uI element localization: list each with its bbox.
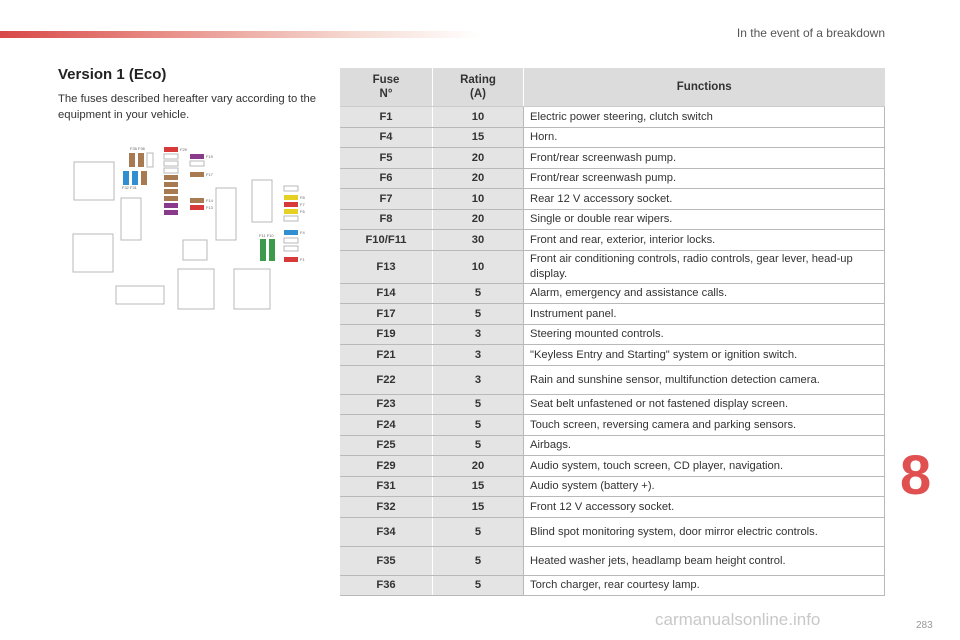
relay-outline — [252, 180, 272, 222]
fuse-number: F4 — [340, 127, 433, 148]
fuse-rating: 10 — [433, 189, 524, 210]
fuse-rating: 5 — [433, 394, 524, 415]
fuse-number: F17 — [340, 304, 433, 325]
fuse-label: F19 — [206, 154, 213, 159]
fuse-function: Rain and sunshine sensor, multifunction detection camera. — [524, 365, 885, 394]
table-row — [340, 283, 885, 304]
fuse-function: Horn. — [524, 127, 885, 148]
fuse-f8 — [284, 195, 298, 200]
table-row — [340, 394, 885, 415]
fuse-rating: 5 — [433, 304, 524, 325]
table-row — [340, 127, 885, 148]
fuse-number: F24 — [340, 415, 433, 436]
fuse-slot — [284, 186, 298, 191]
chapter-number: 8 — [900, 443, 932, 506]
fuse-number: F35 — [340, 546, 433, 575]
header-rating-unit: (A) — [470, 88, 486, 100]
relay-outline — [183, 240, 207, 260]
fuse-slot — [141, 171, 147, 185]
fuse-rating: 5 — [433, 546, 524, 575]
fuse-number: F21 — [340, 345, 433, 366]
fuse-rating: 5 — [433, 283, 524, 304]
fuse-function: Heated washer jets, headlamp beam height control. — [524, 546, 885, 575]
table-row — [340, 497, 885, 518]
header-fuse-label: Fuse — [372, 74, 400, 86]
fuse-label: F11 F10 — [259, 233, 274, 238]
fuse-f34 — [164, 189, 178, 194]
watermark: carmanualsonline.info — [655, 610, 821, 629]
table-row — [340, 189, 885, 210]
fuse-label: F35 F36 — [130, 146, 145, 151]
fuse-label: F13 — [206, 205, 213, 210]
fuse-number: F36 — [340, 575, 433, 596]
fuse-slot — [284, 238, 298, 243]
table-row — [340, 230, 885, 251]
fuse-rating: 15 — [433, 127, 524, 148]
fuse-f19 — [190, 154, 204, 159]
fuse-rating: 20 — [433, 148, 524, 169]
fuse-number: F14 — [340, 283, 433, 304]
table-row — [340, 575, 885, 596]
fuse-label: F32 F31 — [122, 185, 137, 190]
fuse-slot — [164, 161, 178, 166]
fuse-slot — [164, 175, 178, 180]
fuse-function: Front 12 V accessory socket. — [524, 497, 885, 518]
fuse-rating: 3 — [433, 324, 524, 345]
fuse-label: F6 — [300, 209, 305, 214]
table-row — [340, 435, 885, 456]
fuse-label: F29 — [180, 147, 187, 152]
fuse-number: F32 — [340, 497, 433, 518]
fuse-f36 — [138, 153, 144, 167]
page-number: 283 — [916, 620, 933, 631]
table-row — [340, 148, 885, 169]
fuse-f22 — [164, 203, 178, 208]
fuse-rating: 20 — [433, 168, 524, 189]
fuse-number: F22 — [340, 365, 433, 394]
fuse-number: F10/F11 — [340, 230, 433, 251]
table-row — [340, 365, 885, 394]
fuse-label: F8 — [300, 195, 305, 200]
header-accent-bar — [0, 31, 480, 38]
section-title: In the event of a breakdown — [736, 26, 885, 40]
fuse-f17 — [190, 172, 204, 177]
fuse-rating: 5 — [433, 415, 524, 436]
table-row — [340, 209, 885, 230]
fuse-function: Front/rear screenwash pump. — [524, 168, 885, 189]
fuse-number: F29 — [340, 456, 433, 477]
table-row — [340, 546, 885, 575]
fuse-f10 — [269, 239, 275, 261]
fuse-rating: 3 — [433, 345, 524, 366]
fuse-rating: 5 — [433, 517, 524, 546]
header-fuse-number — [340, 68, 433, 107]
table-row — [340, 517, 885, 546]
fuse-slot — [284, 216, 298, 221]
fuse-f11 — [260, 239, 266, 261]
fuse-slot — [164, 154, 178, 159]
fuse-label: F14 — [206, 198, 213, 203]
fuse-slot — [164, 168, 178, 173]
fuse-box-diagram — [68, 140, 330, 315]
fuse-function: Touch screen, reversing camera and parking sensors. — [524, 415, 885, 436]
table-row — [340, 456, 885, 477]
fuse-number: F19 — [340, 324, 433, 345]
relay-outline — [116, 286, 164, 304]
fuse-label: F1 — [300, 257, 305, 262]
table-row — [340, 324, 885, 345]
fuse-number: F7 — [340, 189, 433, 210]
fuse-function: Blind spot monitoring system, door mirror electric controls. — [524, 517, 885, 546]
fuse-number: F5 — [340, 148, 433, 169]
fuse-f4 — [284, 230, 298, 235]
table-row — [340, 304, 885, 325]
fuse-label: F4 — [300, 230, 305, 235]
fuse-function: Alarm, emergency and assistance calls. — [524, 283, 885, 304]
fuse-function: Rear 12 V accessory socket. — [524, 189, 885, 210]
fuse-table-header — [340, 68, 885, 107]
fuse-f35 — [129, 153, 135, 167]
header-rating — [433, 68, 524, 107]
fuse-slot — [190, 161, 204, 166]
fuse-rating: 15 — [433, 497, 524, 518]
fuse-f31 — [132, 171, 138, 185]
fuse-rating: 20 — [433, 209, 524, 230]
relay-outline — [178, 269, 214, 309]
fuse-number: F13 — [340, 250, 433, 283]
fuse-f6 — [284, 209, 298, 214]
fuse-f7 — [284, 202, 298, 207]
version-title: Version 1 (Eco) — [58, 66, 167, 83]
fuse-function: Single or double rear wipers. — [524, 209, 885, 230]
relay-outline — [121, 198, 141, 240]
header-rating-label: Rating — [460, 74, 496, 86]
fuse-rating: 10 — [433, 107, 524, 128]
fuse-function: Audio system, touch screen, CD player, navigation. — [524, 456, 885, 477]
fuse-f23 — [164, 196, 178, 201]
relay-outline — [234, 269, 270, 309]
fuse-number: F8 — [340, 209, 433, 230]
fuse-f25 — [164, 182, 178, 187]
fuse-function: Audio system (battery +). — [524, 476, 885, 497]
fuse-rating: 3 — [433, 365, 524, 394]
fuse-slot — [284, 246, 298, 251]
fuse-rating: 10 — [433, 250, 524, 283]
fuse-number: F23 — [340, 394, 433, 415]
relay-outline — [216, 188, 236, 240]
fuse-number: F1 — [340, 107, 433, 128]
fuse-function: Seat belt unfastened or not fastened display screen. — [524, 394, 885, 415]
table-row — [340, 168, 885, 189]
fuse-rating: 30 — [433, 230, 524, 251]
fuse-function: Front air conditioning controls, radio controls, gear lever, head-up display. — [524, 250, 885, 283]
fuse-function: Torch charger, rear courtesy lamp. — [524, 575, 885, 596]
table-row — [340, 107, 885, 128]
fuse-function: Airbags. — [524, 435, 885, 456]
fuse-rating: 15 — [433, 476, 524, 497]
fuse-rating: 5 — [433, 435, 524, 456]
fuse-function: Electric power steering, clutch switch — [524, 107, 885, 128]
intro-paragraph: The fuses described hereafter vary according to the equipment in your vehicle. — [58, 93, 317, 121]
fuse-function: Front and rear, exterior, interior locks. — [524, 230, 885, 251]
fuse-number: F25 — [340, 435, 433, 456]
fuse-rating: 20 — [433, 456, 524, 477]
relay-outline — [73, 234, 113, 272]
fuse-number: F6 — [340, 168, 433, 189]
fuse-f32 — [123, 171, 129, 185]
fuse-function: Instrument panel. — [524, 304, 885, 325]
fuse-f13 — [190, 205, 204, 210]
fuse-function: Steering mounted controls. — [524, 324, 885, 345]
fuse-table — [340, 68, 885, 596]
fuse-f14 — [190, 198, 204, 203]
fuse-number: F31 — [340, 476, 433, 497]
table-row — [340, 476, 885, 497]
fuse-number: F34 — [340, 517, 433, 546]
table-row — [340, 415, 885, 436]
fuse-f29 — [164, 147, 178, 152]
fuse-rating: 5 — [433, 575, 524, 596]
fuse-f1 — [284, 257, 298, 262]
header-functions: Functions — [524, 68, 885, 107]
fuse-f21 — [164, 210, 178, 215]
fuse-function: "Keyless Entry and Starting" system or ignition switch. — [524, 345, 885, 366]
table-row — [340, 250, 885, 283]
fuse-label: F17 — [206, 172, 213, 177]
fuse-function: Front/rear screenwash pump. — [524, 148, 885, 169]
fuse-slot — [147, 153, 153, 167]
fuse-label: F7 — [300, 202, 305, 207]
header-fuse-sub: N° — [379, 88, 393, 100]
relay-outline — [74, 162, 114, 200]
table-row — [340, 345, 885, 366]
